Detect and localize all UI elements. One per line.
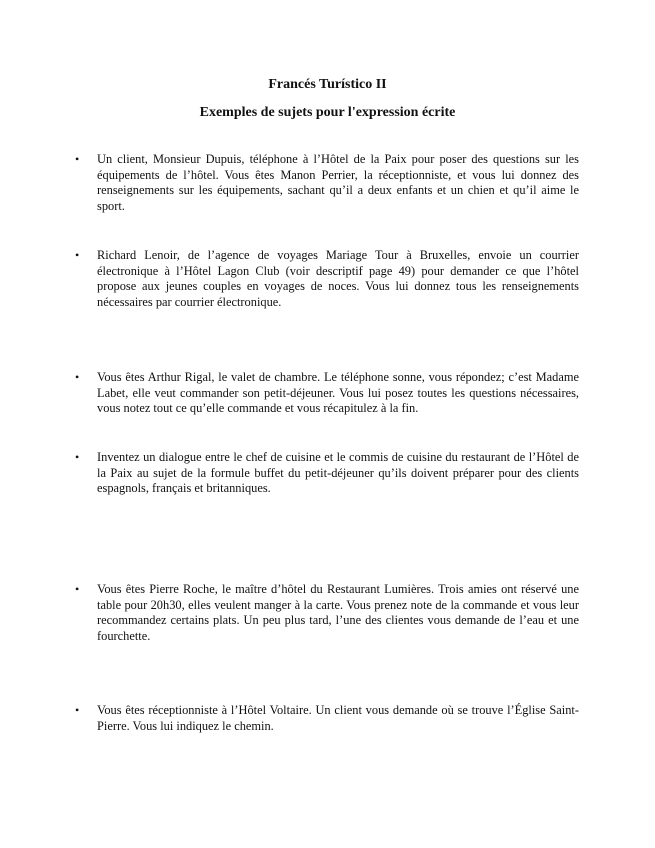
- bullet-icon: •: [75, 370, 80, 384]
- bullet-icon: •: [75, 450, 80, 464]
- list-item-text: Vous êtes Pierre Roche, le maître d’hôtel du Restaurant Lumières. Trois amies ont réservé une table pour 20h30, elles veulent manger à la carte. Vous prenez note de la commande et vous leur recommandez certains plats. Un peu plus tard, l’une des clientes vous demande de l’eau et une fourchette.: [97, 582, 579, 643]
- page-subtitle: Exemples de sujets pour l'expression écrite: [199, 105, 456, 120]
- list-item-text: Richard Lenoir, de l’agence de voyages Mariage Tour à Bruxelles, envoie un courrier électronique à l’Hôtel Lagon Club (voir descriptif page 49) pour demander ce que l’hôtel propose aux jeunes couples en voyages de noces. Vous lui donnez tous les renseignements nécessaires par courrier électronique.: [97, 248, 579, 309]
- list-item-text: Inventez un dialogue entre le chef de cuisine et le commis de cuisine du restaurant de l’Hôtel de la Paix au sujet de la formule buffet du petit-déjeuner qu’ils doivent préparer pour des clients espagnols, français et britanniques.: [97, 450, 579, 495]
- bullet-icon: •: [75, 703, 80, 717]
- list-item-text: Vous êtes Arthur Rigal, le valet de chambre. Le téléphone sonne, vous répondez; c’est Madame Labet, elle veut commander son petit-déjeuner. Vous lui posez toutes les questions nécessaires, vous notez tout ce qu’elle commande et vous récapitulez à la fin.: [97, 370, 579, 415]
- page-title: Francés Turístico II: [268, 77, 387, 92]
- list-item-text: Vous êtes réceptionniste à l’Hôtel Voltaire. Un client vous demande où se trouve l’Église Saint-Pierre. Vous lui indiquez le chemin.: [97, 703, 579, 733]
- bullet-icon: •: [75, 582, 80, 596]
- list-item-text: Un client, Monsieur Dupuis, téléphone à l’Hôtel de la Paix pour poser des questions sur les équipements de l’hôtel. Vous êtes Manon Perrier, la réceptionniste, et vous lui donnez des renseignements sur les équipements, sachant qu’il a deux enfants et un chien et qu’il aime le sport.: [97, 152, 579, 213]
- bullet-icon: •: [75, 248, 80, 262]
- bullet-icon: •: [75, 152, 80, 166]
